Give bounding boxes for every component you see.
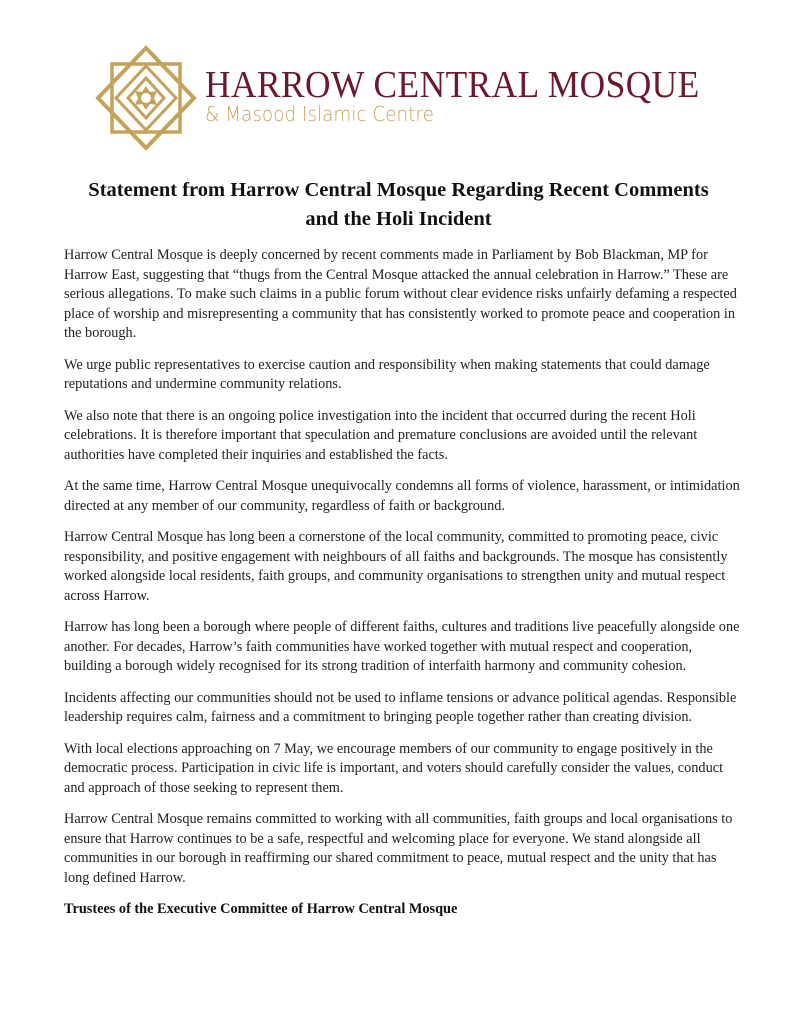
- paragraph-2: We urge public representatives to exercise caution and responsibility when making statements that could damage reputations and undermine community relations.: [64, 356, 710, 392]
- organization-subtitle: & Masood Islamic Centre: [205, 102, 434, 126]
- paragraph-6: Harrow has long been a borough where people of different faiths, cultures and traditions live peacefully alongside one another. For decades, Harrow’s faith communities have worked together with mutual respect and cooperation, building a borough widely recognised for its strong tradition of interfaith harmony and community cohesion.: [64, 619, 740, 674]
- paragraph-7: Incidents affecting our communities should not be used to inflame tensions or advance political agendas. Responsible leadership requires calm, fairness and a commitment to bringing people together rather than creating division.: [64, 689, 737, 725]
- title-line-2: and the Holi Incident: [305, 208, 492, 230]
- organization-name: HARROW CENTRAL MOSQUE: [205, 64, 700, 106]
- statement-title: [40, 176, 757, 234]
- title-line-1: Statement from Harrow Central Mosque Regarding Recent Comments: [88, 179, 709, 201]
- geometric-star-emblem-icon: [94, 44, 198, 152]
- paragraph-3: We also note that there is an ongoing police investigation into the incident that occurred during the recent Holi celebrations. It is therefore important that speculation and premature conclusions are avoided until the relevant authorities have completed their inquiries and established the facts.: [64, 407, 698, 463]
- paragraph-8: With local elections approaching on 7 May, we encourage members of our community to engage positively in the democratic process. Participation in civic life is important, and voters should carefully consider the values, conduct and approach of those seeking to represent them.: [64, 740, 724, 796]
- statement-body: [64, 246, 740, 932]
- paragraph-9: Harrow Central Mosque remains committed to working with all communities, faith groups and local organisations to ensure that Harrow continues to be a safe, respectful and welcoming place for everyone. We stand alongside all communities in our borough in reaffirming our shared commitment to peace, mutual respect and the unity that has long defined Harrow.: [64, 811, 733, 886]
- paragraph-4: At the same time, Harrow Central Mosque unequivocally condemns all forms of violence, harassment, or intimidation directed at any member of our community, regardless of faith or background.: [64, 478, 740, 514]
- paragraph-1: Harrow Central Mosque is deeply concerned by recent comments made in Parliament by Bob Blackman, MP for Harrow East, suggesting that “thugs from the Central Mosque attacked the annual celebration in Harrow.” These are serious allegations. To make such claims in a public forum without clear evidence risks unfairly defaming a respected place of worship and misrepresenting a community that has consistently worked to promote peace and cooperation in the borough.: [64, 247, 737, 341]
- signoff: Trustees of the Executive Committee of Harrow Central Mosque: [64, 901, 458, 917]
- paragraph-5: Harrow Central Mosque has long been a cornerstone of the local community, committed to promoting peace, civic responsibility, and positive engagement with neighbours of all faiths and backgrounds. The mosque has consistently worked alongside local residents, faith groups, and community organisations to strengthen unity and mutual respect across Harrow.: [64, 529, 728, 604]
